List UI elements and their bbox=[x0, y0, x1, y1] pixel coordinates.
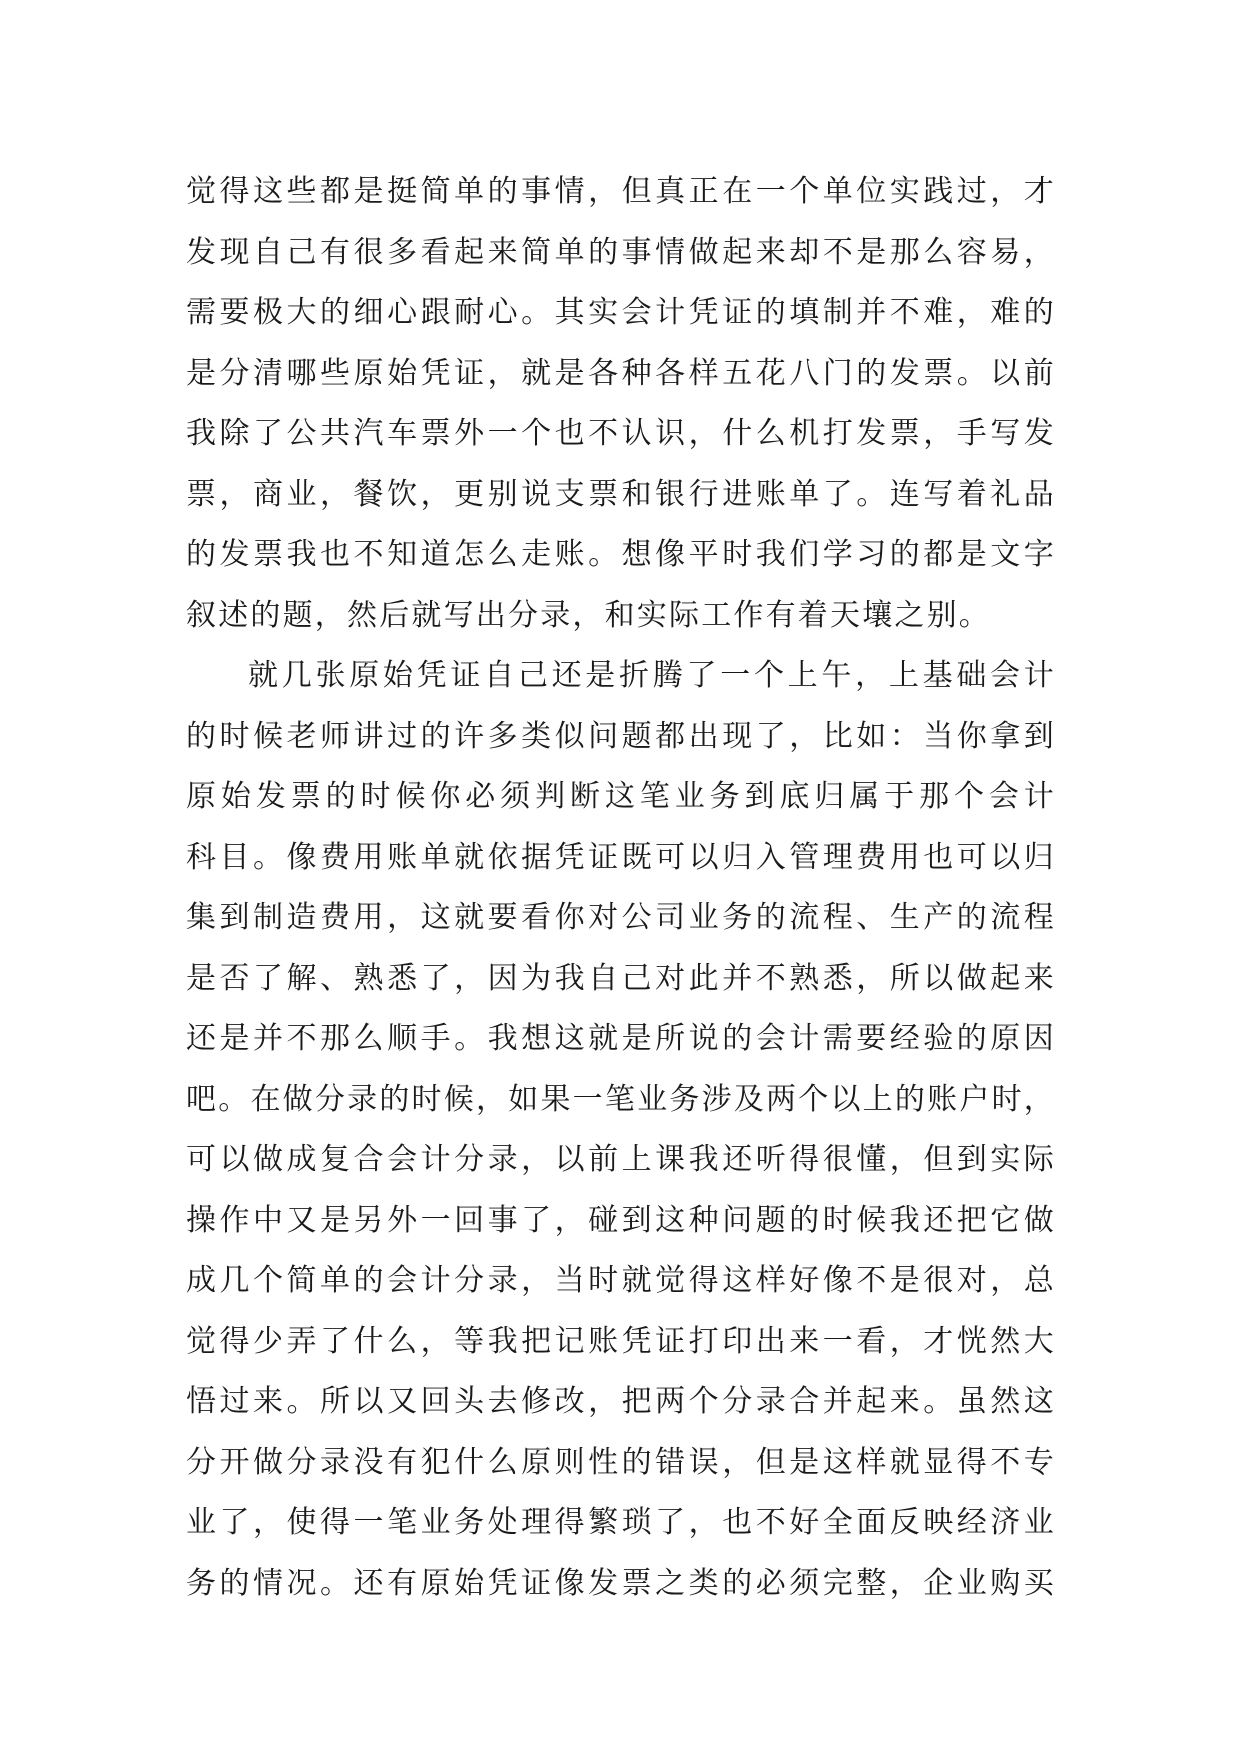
text-line: 分开做分录没有犯什么原则性的错误，但是这样就显得不专 bbox=[186, 1444, 1056, 1480]
text-line: 业了，使得一笔业务处理得繁琐了，也不好全面反映经济业 bbox=[186, 1505, 1056, 1540]
text-line: 成几个简单的会计分录，当时就觉得这样好像不是很对，总 bbox=[186, 1263, 1056, 1298]
text-line: 操作中又是另外一回事了，碰到这种问题的时候我还把它做 bbox=[186, 1202, 1056, 1238]
text-line: 务的情况。还有原始凭证像发票之类的必须完整，企业购买 bbox=[186, 1565, 1056, 1601]
text-line: 的时候老师讲过的许多类似问题都出现了，比如：当你拿到 bbox=[186, 718, 1056, 754]
text-line: 的发票我也不知道怎么走账。想像平时我们学习的都是文字 bbox=[186, 537, 1056, 572]
text-line: 原始发票的时候你必须判断这笔业务到底归属于那个会计 bbox=[186, 779, 1056, 814]
text-line: 是分清哪些原始凭证，就是各种各样五花八门的发票。以前 bbox=[186, 355, 1056, 391]
paragraph-2 bbox=[186, 646, 1056, 1614]
text-line: 觉得这些都是挺简单的事情，但真正在一个单位实践过，才 bbox=[186, 174, 1056, 209]
text-line: 吧。在做分录的时候，如果一笔业务涉及两个以上的账户时， bbox=[186, 1081, 1056, 1117]
text-line: 就几张原始凭证自己还是折腾了一个上午，上基础会计 bbox=[248, 658, 1056, 693]
text-line: 可以做成复合会计分录，以前上课我还听得很懂，但到实际 bbox=[186, 1142, 1056, 1177]
text-line: 发现自己有很多看起来简单的事情做起来却不是那么容易， bbox=[186, 234, 1056, 270]
text-line: 需要极大的细心跟耐心。其实会计凭证的填制并不难，难的 bbox=[186, 295, 1056, 330]
paragraph-1 bbox=[186, 162, 1056, 646]
text-line: 觉得少弄了什么，等我把记账凭证打印出来一看，才恍然大 bbox=[186, 1323, 1056, 1359]
text-line: 是否了解、熟悉了，因为我自己对此并不熟悉，所以做起来 bbox=[186, 960, 1056, 996]
text-line: 悟过来。所以又回头去修改，把两个分录合并起来。虽然这 bbox=[186, 1384, 1056, 1419]
text-line: 票，商业，餐饮，更别说支票和银行进账单了。连写着礼品 bbox=[186, 476, 1056, 512]
text-line: 叙述的题，然后就写出分录，和实际工作有着天壤之别。 bbox=[186, 597, 991, 633]
text-line: 科目。像费用账单就依据凭证既可以归入管理费用也可以归 bbox=[186, 839, 1056, 875]
text-line: 我除了公共汽车票外一个也不认识，什么机打发票，手写发 bbox=[186, 416, 1056, 451]
text-line: 集到制造费用，这就要看你对公司业务的流程、生产的流程 bbox=[186, 900, 1056, 935]
text-line: 还是并不那么顺手。我想这就是所说的会计需要经验的原因 bbox=[186, 1021, 1056, 1056]
document-body bbox=[186, 162, 1056, 1614]
